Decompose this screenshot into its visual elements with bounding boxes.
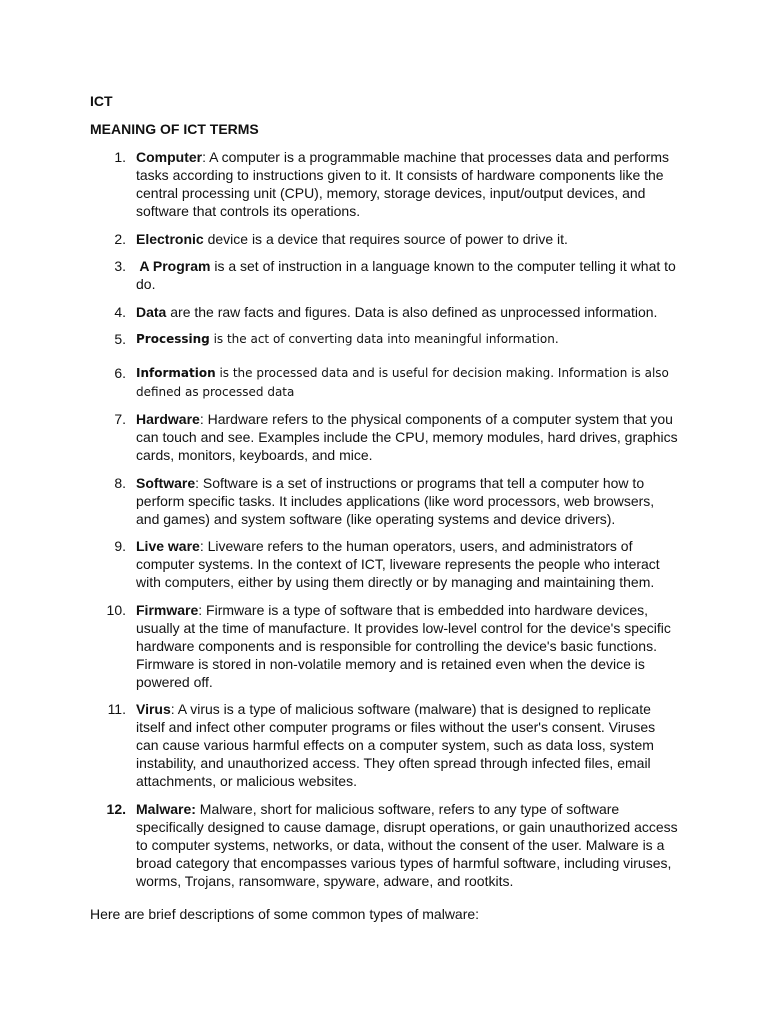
term-separator: : — [170, 701, 175, 717]
term-definition: is a set of instruction in a language known to the computer telling it what to do. — [136, 258, 676, 292]
term-name: Computer — [136, 149, 203, 165]
term-number: 1. — [114, 149, 126, 165]
term-item — [0, 230, 768, 248]
term-number: 2. — [114, 230, 126, 247]
term-number: 5. — [114, 331, 126, 347]
term-number: 12. — [106, 800, 126, 817]
term-definition: is the processed data and is useful for decision making. Information is also defined as processed data — [136, 366, 669, 399]
term-item — [0, 303, 768, 321]
term-number: 4. — [114, 303, 126, 320]
term-name: Processing — [136, 332, 210, 346]
term-name: A Program — [136, 258, 211, 274]
term-definition: Hardware refers to the physical components of a computer system that you can touch and see. Examples include the CPU, memory modules, hard drives, graphics cards, monitors, keyboards, and mice. — [136, 411, 678, 463]
term-number: 8. — [114, 474, 126, 491]
term-name: Information — [136, 366, 216, 380]
term-definition: are the raw facts and figures. Data is also defined as unprocessed information. — [166, 303, 658, 320]
term-definition: A computer is a programmable machine that processes data and performs tasks according to instructions given to it. It consists of hardware components like the central processing unit (CPU), memory, storage devices, input/output devices, and software that controls its operations. — [136, 149, 670, 219]
term-separator: : — [195, 474, 200, 491]
term-name: Hardware — [136, 411, 200, 427]
term-number: 9. — [114, 538, 126, 554]
term-name: Software — [136, 474, 196, 491]
outro-text: Here are brief descriptions of some common types of malware: — [90, 906, 480, 922]
term-item — [0, 474, 768, 528]
doc-title: ICT — [90, 93, 113, 109]
term-name: Virus — [136, 701, 171, 717]
term-definition: Malware, short for malicious software, refers to any type of software specifically designed to cause damage, disrupt operations, or gain unauthorized access to computer systems, networks, or data, without the consent of the user. Malware is a broad category that encompasses various types of harmful software, including viruses, worms, Trojans, ransomware, spyware, adware, and rootkits. — [136, 800, 678, 889]
term-separator: : — [202, 149, 207, 165]
term-definition: is the act of converting data into meaningful information. — [209, 332, 559, 346]
term-item — [0, 257, 768, 293]
term-number: 10. — [106, 601, 126, 618]
term-item — [0, 410, 768, 464]
term-item — [0, 364, 768, 402]
term-definition: Software is a set of instructions or programs that tell a computer how to perform specific tasks. It includes applications (like word processors, web browsers, and games) and system software (like operating systems and device drivers). — [136, 474, 655, 527]
term-item — [0, 537, 768, 591]
term-name: Firmware — [136, 601, 199, 618]
term-name: Malware: — [136, 800, 196, 817]
term-name: Live ware — [136, 538, 200, 554]
term-separator: : — [199, 411, 204, 427]
term-number: 7. — [114, 411, 126, 427]
term-separator: : — [198, 601, 203, 618]
terms-list — [0, 148, 768, 899]
term-item — [0, 601, 768, 691]
term-number: 3. — [114, 258, 126, 274]
term-item — [0, 800, 768, 890]
term-number: 11. — [107, 701, 126, 717]
doc-subtitle: MEANING OF ICT TERMS — [90, 121, 259, 137]
term-item — [0, 330, 768, 349]
term-name: Electronic — [136, 230, 204, 247]
term-definition: A virus is a type of malicious software (malware) that is designed to replicate itself and infect other computer programs or files without the user's consent. Viruses can cause various harmful effects on a computer system, such as data loss, system instability, and unauthorized access. They often spread through infected files, email attachments, or malicious websites. — [136, 701, 656, 789]
term-definition: Liveware refers to the human operators, users, and administrators of computer systems. In the context of ICT, liveware represents the people who interact with computers, either by using them directly or by managing and maintaining them. — [136, 538, 660, 590]
term-name: Data — [136, 303, 167, 320]
term-definition: Firmware is a type of software that is embedded into hardware devices, usually at the time of manufacture. It provides low-level control for the device's specific hardware components and is responsible for controlling the device's basic functions. Firmware is stored in non-volatile memory and is retained even when the device is powered off. — [136, 601, 671, 690]
term-separator: : — [199, 538, 204, 554]
term-definition: device is a device that requires source of power to drive it. — [203, 230, 568, 247]
term-item — [0, 700, 768, 790]
term-number: 6. — [114, 365, 126, 381]
term-item — [0, 148, 768, 220]
